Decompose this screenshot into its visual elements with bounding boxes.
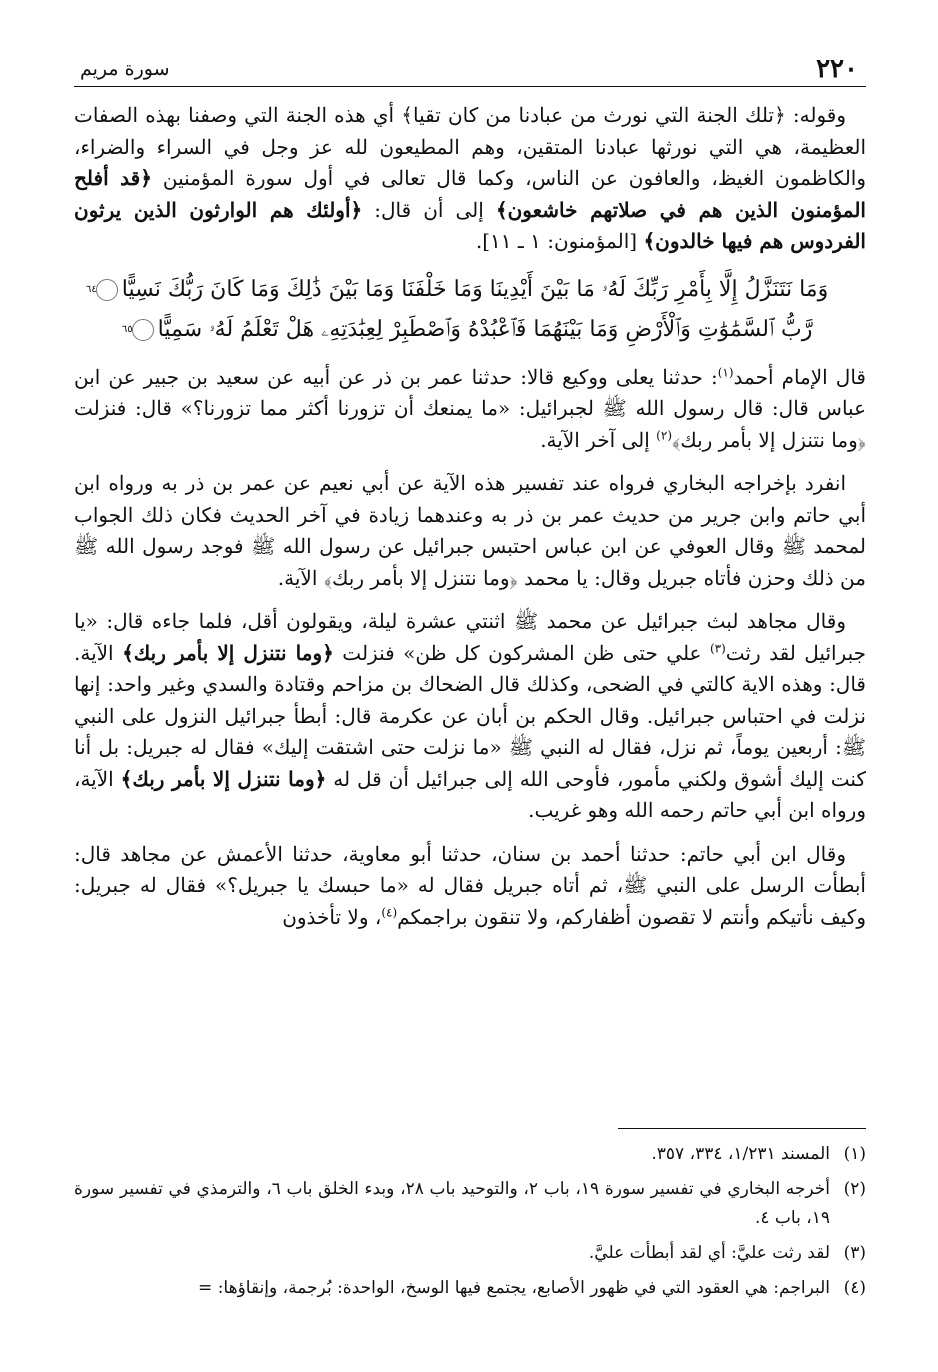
footnote-ref-4: (٤) (381, 904, 398, 919)
p4-text-b: علي حتى ظن المشركون كل ظن» فنزلت (333, 640, 710, 665)
footnote-text: لقد رثت عليَّ: أي لقد أبطأت عليَّ. (588, 1243, 830, 1263)
p2-text-b: : حدثنا يعلى ووكيع قالا: حدثنا عمر بن ذر عن أبيه عن سعيد بن جبير عن ابن عباس قال: قال رسول الله ﷺ لجبرائيل: «ما يمنعك أن تزورنا أكثر مما تزورنا؟» قال: فنزلت ﴿وما نتنزل إلا بأمر ربك﴾ (74, 364, 866, 452)
p5-text-a: وقال ابن أبي حاتم: حدثنا أحمد بن سنان، حدثنا أبو معاوية، حدثنا الأعمش عن مجاهد قال: أبطأت الرسل على النبي ﷺ، ثم أتاه جبريل فقال له «ما حبسك يا جبريل؟» فقال له جبريل: وكيف نأتيكم وأنتم لا تقصون أظفاركم، ولا تنقون براجمكم (74, 841, 866, 929)
verse-64: وَمَا نَتَنَزَّلُ إِلَّا بِأَمْرِ رَبِّكَ لَهُۥ مَا بَيْنَ أَيْدِينَا وَمَا خَلْفَنَا وَمَا بَيْنَ ذَٰلِكَ وَمَا كَانَ رَبُّكَ نَسِيًّا (121, 276, 829, 302)
running-title: سورة مريم (80, 58, 170, 80)
p2-text-c: إلى آخر الآية. (540, 427, 657, 452)
paragraph-2 (74, 362, 866, 457)
footnote-number: (٢) (843, 1179, 866, 1199)
footnote-number: (٤) (843, 1278, 866, 1298)
paragraph-4 (74, 606, 866, 827)
p1-citation: [المؤمنون: ١ ـ ١١]. (475, 229, 644, 253)
paragraph-5 (74, 839, 866, 934)
p1-quote: ﴿تلك الجنة التي نورث من عبادنا من كان تقيا﴾ (401, 103, 786, 127)
p4-bold-quote-1: ﴿وما نتنزل إلا بأمر ربك﴾ (122, 640, 334, 665)
p1-text-e: إلى أن قال: (362, 197, 496, 222)
p1-text-c: أي هذه الجنة التي وصفنا بهذه الصفات العظيمة، هي التي نورثها عبادنا المتقين، وهم المطيعون لله عز وجل في السراء والضراء، والكاظمون الغيظ، والعافون عن الناس، وكما قال تعالى في أول سورة المؤمنين (74, 103, 866, 190)
p1-bold-quote-2: ﴿أولئك هم الوارثون الذين يرثون الفردوس هم فيها خالدون﴾ (74, 197, 866, 253)
footnotes (74, 1140, 866, 1309)
footnote-2 (74, 1175, 866, 1233)
footnote-4 (74, 1274, 866, 1303)
main-text (74, 100, 866, 945)
footnote-3 (74, 1239, 866, 1268)
page-number: ٢٢٠ (816, 54, 858, 84)
p4-text-f: الآية، ورواه ابن أبي حاتم رحمه الله وهو غريب. (74, 766, 866, 822)
ayah-number-64: ٦٤ (96, 279, 118, 301)
footnote-number: (١) (843, 1144, 866, 1164)
p2-text-a: قال الإمام أحمد (733, 364, 866, 389)
p1-text-a: وقوله: (785, 103, 847, 127)
footnote-number: (٣) (843, 1243, 866, 1263)
p4-bold-quote-2: ﴿وما نتنزل إلا بأمر ربك﴾ (120, 766, 327, 791)
footnote-text: أخرجه البخاري في تفسير سورة ١٩، باب ٢، والتوحيد باب ٢٨، وبدء الخلق باب ٦، والترمذي في تفسير سورة ١٩، باب ٤. (74, 1179, 830, 1228)
paragraph-1 (74, 100, 866, 258)
p5-text-b: ، ولا تأخذون (282, 904, 382, 929)
paragraph-3: انفرد بإخراجه البخاري فرواه عند تفسير هذه الآية عن أبي نعيم عن عمر بن ذر به ورواه ابن أبي حاتم وابن جرير من حديث عمر بن ذر به وعندهما زيادة في آخر الحديث فكان ذلك الجواب لمحمد ﷺ وقال العوفي عن ابن عباس احتبس جبرائيل عن رسول الله ﷺ فوجد رسول الله ﷺ من ذلك وحزن فأتاه جبريل وقال: يا محمد ﴿وما نتنزل إلا بأمر ربك﴾ الآية. (74, 471, 866, 590)
ayah-number-65: ٦٥ (132, 319, 154, 341)
p1-bold-quote-1: ﴿قد أفلح المؤمنون الذين هم في صلاتهم خاشعون﴾ (74, 166, 866, 222)
footnote-1 (74, 1140, 866, 1169)
page-header (74, 52, 866, 87)
footnote-text: المسند ١/٢٣١، ٣٣٤، ٣٥٧. (651, 1144, 830, 1164)
footnote-ref-1: (١) (717, 364, 734, 379)
footnote-separator (618, 1128, 866, 1129)
footnote-ref-2: (٢) (656, 427, 672, 442)
p4-text-a: وقال مجاهد لبث جبرائيل عن محمد ﷺ اثنتي عشرة ليلة، ويقولون أقل، فلما جاءه قال: «يا جبرائيل لقد رثت (74, 609, 866, 665)
footnote-text: البراجم: هي العقود التي في ظهور الأصابع، يجتمع فيها الوسخ، الواحدة: بُرجمة، وإنقاؤها: = (198, 1278, 830, 1298)
verse-65: رَّبُّ ٱلسَّمَٰوَٰتِ وَٱلْأَرْضِ وَمَا بَيْنَهُمَا فَٱعْبُدْهُ وَٱصْطَبِرْ لِعِبَٰدَتِهِۦ هَلْ تَعْلَمُ لَهُۥ سَمِيًّا (157, 316, 813, 342)
footnote-ref-3: (٣) (709, 640, 726, 655)
p4-text-d: الآية. قال: وهذه الاية كالتي في الضحى، وكذلك قال الضحاك بن مزاحم وقتادة والسدي وغير واحد: إنها نزلت في احتباس جبرائيل. وقال الحكم بن أبان عن عكرمة قال: أبطأ جبرائيل النزول على النبي ﷺ: أربعين يوماً، ثم نزل، فقال له النبي ﷺ «ما نزلت حتى اشتقت إليك» فقال له جبريل: بل أنا كنت إليك أشوق ولكني مأمور، فأوحى الله إلى جبرائيل أن قل له (74, 640, 866, 791)
quran-verse-block (74, 270, 866, 350)
